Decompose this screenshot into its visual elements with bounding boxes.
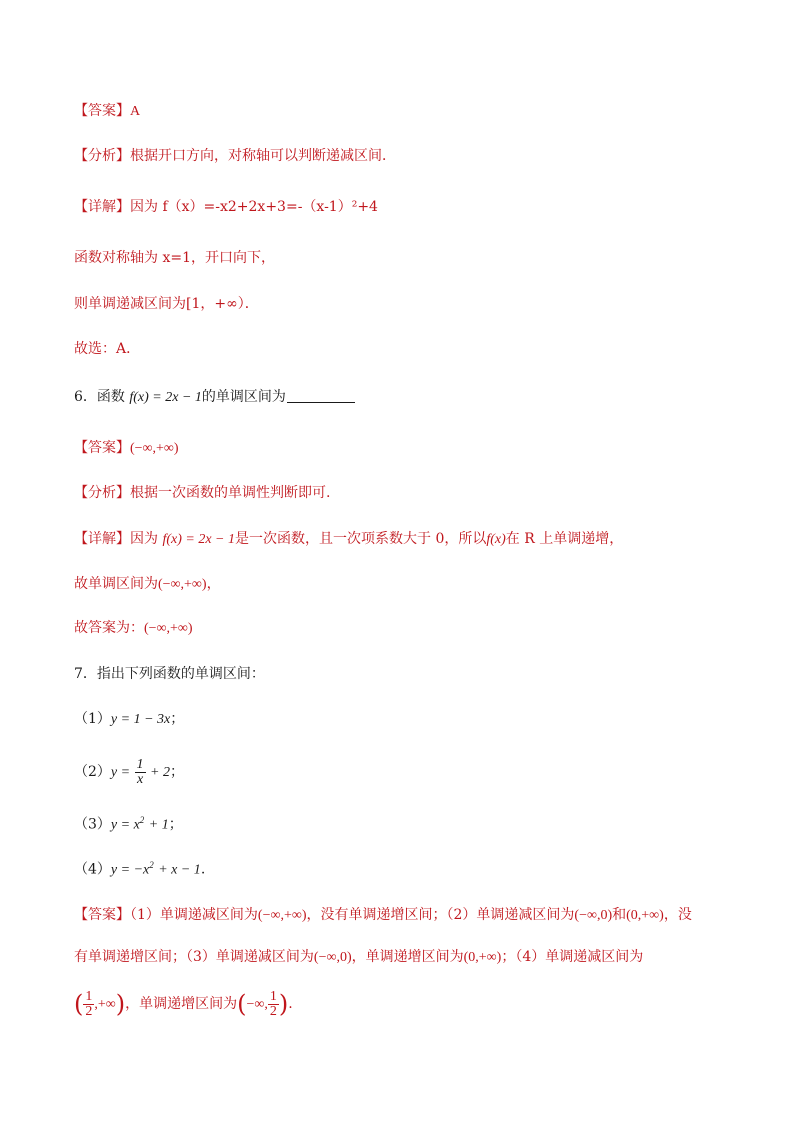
a3-mid: ，单调递增区间为 [351,949,464,965]
fraction-numerator: 1 [136,756,144,772]
q7-number: 7． [74,666,97,682]
fraction-numerator: 1 [85,988,93,1004]
q6-suffix: 的单调区间为 [201,389,286,405]
item-expr-post: + 1 [148,817,169,833]
a1-label: （1）单调递减区间为 [130,907,258,923]
item-expr-pre: y = −x [110,862,150,878]
analysis-text: 根据一次函数的单调性判断即可. [130,485,331,501]
q6-number: 6． [74,389,97,405]
q5-analysis-line [74,146,396,166]
q6-detail-line-2 [74,574,221,595]
line2-post: ， [206,576,221,592]
q7-title: 指出下列函数的单调区间： [96,666,265,682]
analysis-tag: 【分析】 [74,148,130,164]
q5-detail-line [74,197,378,217]
q5-detail-line-3: 则单调递减区间为[1，+∞）． [74,296,259,312]
q6-analysis-line [74,483,330,503]
a3-label: （3）单调递减区间为 [186,949,314,965]
a2-label: （2）单调递减区间为 [446,907,575,923]
item-exponent: 2 [149,860,154,870]
a1-value: (−∞,+∞) [257,908,307,923]
q7-answer-line-2 [74,947,643,968]
detail-text: 因为 f（x）=-x2+2x+3=-（x-1）²+4 [130,199,378,215]
a3-value-1: (−∞,0) [313,950,352,965]
q5-detail-line-4: 故选：A． [74,341,141,357]
detail-fx: f(x) [486,532,506,547]
analysis-tag: 【分析】 [74,485,130,501]
left-paren: ( [74,990,84,1018]
q5-answer-line [74,101,140,122]
line3-pre: 故答案为： [74,620,144,636]
answer-value: A [130,104,141,119]
item-label: （4） [74,861,111,878]
a4-end: . [288,996,293,1012]
detail-post: 在 R 上单调递增， [505,531,624,547]
item-label: （2） [74,764,111,780]
a4-value-1-post: ,+∞ [94,997,116,1012]
analysis-text: 根据开口方向，对称轴可以判断递减区间． [130,148,396,164]
a2-value-1: (−∞,0) [574,908,613,923]
item-end: ； [168,816,183,833]
fraction [268,990,279,1019]
a2-value-2: (0,+∞) [626,908,664,923]
fraction-denominator: 2 [85,1003,93,1019]
item-expr-pre: y = [110,765,131,780]
a1-post: ，没有单调递增区间； [306,907,447,923]
a3-post: ； [501,949,516,965]
line3-value: (−∞,+∞) [144,621,193,636]
q6-function: f(x) = 2x − 1 [129,390,202,405]
fraction-denominator: x [136,771,144,787]
q6-answer-line [74,438,179,459]
fraction-numerator: 1 [269,988,277,1004]
detail-function: f(x) = 2x − 1 [162,532,235,547]
item-end: ； [169,764,184,780]
fraction [135,758,146,787]
q7-item-2 [74,752,184,793]
q7-question [74,664,265,684]
item-label: （1） [74,711,111,727]
answer-blank [287,388,355,403]
q6-detail-line-3 [74,618,193,639]
q7-answer-line-3 [74,984,293,1025]
q7-item-4 [74,855,205,881]
q6-prefix: 函数 [96,389,125,405]
q7-item-3 [74,810,183,836]
right-paren: ) [115,990,126,1018]
fraction-denominator: 2 [269,1003,277,1019]
item-end: . [200,861,206,878]
item-exponent: 2 [139,815,145,825]
a4-mid: ，单调递增区间为 [125,996,238,1012]
q7-item-1 [74,709,184,730]
a2-and: 和 [612,907,627,923]
q7-answer-line-1 [74,905,692,926]
line2-pre: 有单调递增区间； [74,949,186,965]
detail-tag: 【详解】 [74,531,130,547]
answer-tag: 【答案】 [74,103,130,119]
left-paren: ( [237,990,247,1018]
item-label: （3） [74,816,111,833]
line2-value: (−∞,+∞) [158,577,207,592]
line2-pre: 故单调区间为 [74,576,158,592]
right-paren: ) [278,990,289,1018]
item-expr-post: + 2 [150,765,170,780]
a3-value-2: (0,+∞) [463,950,502,965]
a4-value-2-pre: −∞, [246,997,268,1012]
answer-value: (−∞,+∞) [130,441,179,456]
q5-detail-line-2: 函数对称轴为 x=1，开口向下， [74,250,275,266]
a4-label: （4）单调递减区间为 [515,949,644,965]
q6-detail-line [74,529,623,550]
detail-pre: 因为 [130,531,158,547]
answer-tag: 【答案】 [74,907,130,923]
item-expr-pre: y = x [110,817,140,833]
answer-tag: 【答案】 [74,440,130,456]
item-expr-post: + x − 1 [158,862,201,878]
item-end: ； [170,711,185,727]
detail-tag: 【详解】 [74,199,130,215]
q6-question [74,387,355,408]
fraction [83,990,94,1019]
a2-post: ，没 [663,907,692,923]
item-expr: y = 1 − 3x [110,712,171,727]
detail-mid: 是一次函数，且一次项系数大于 0，所以 [235,531,487,547]
